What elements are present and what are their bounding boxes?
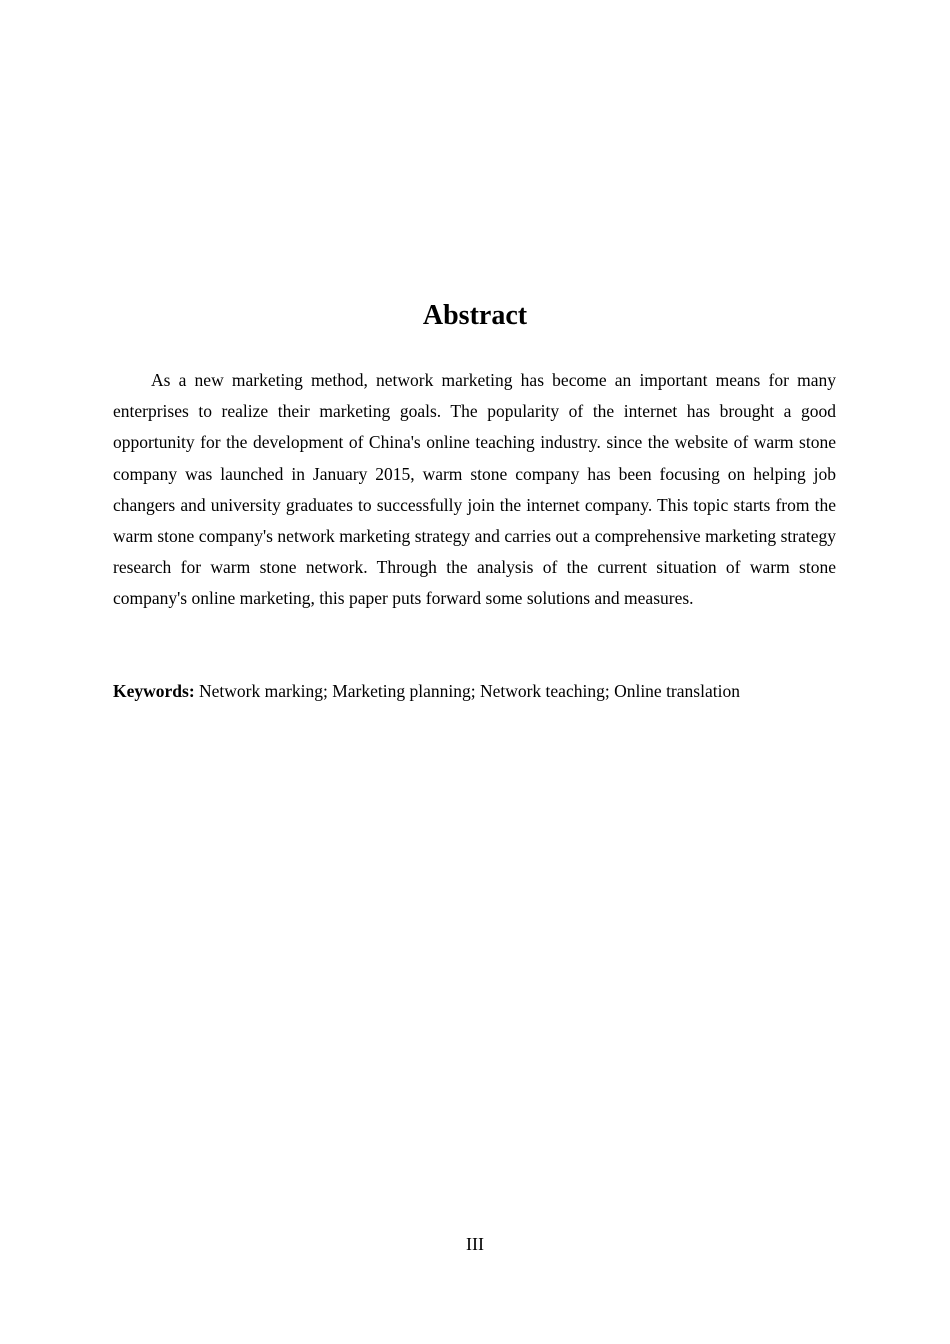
page-title: Abstract (422, 300, 528, 331)
keywords-line (113, 676, 836, 707)
keywords-text: Network marking; Marketing planning; Network teaching; Online translation (194, 681, 740, 701)
abstract-paragraph: As a new marketing method, network marketing has become an important means for many enterprises to realize their marketing goals. The popularity of the internet has brought a good opportunity for the development of China's online teaching industry. since the website of warm stone company was launched in January 2015, warm stone company has been focusing on helping job changers and university graduates to successfully join the internet company. This topic starts from the warm stone company's network marketing strategy and carries out a comprehensive marketing strategy research for warm stone network. Through the analysis of the current situation of warm stone company's online marketing, this paper puts forward some solutions and measures. (113, 370, 836, 609)
page-number: III (466, 1234, 484, 1254)
keywords-label: Keywords: (113, 681, 195, 701)
